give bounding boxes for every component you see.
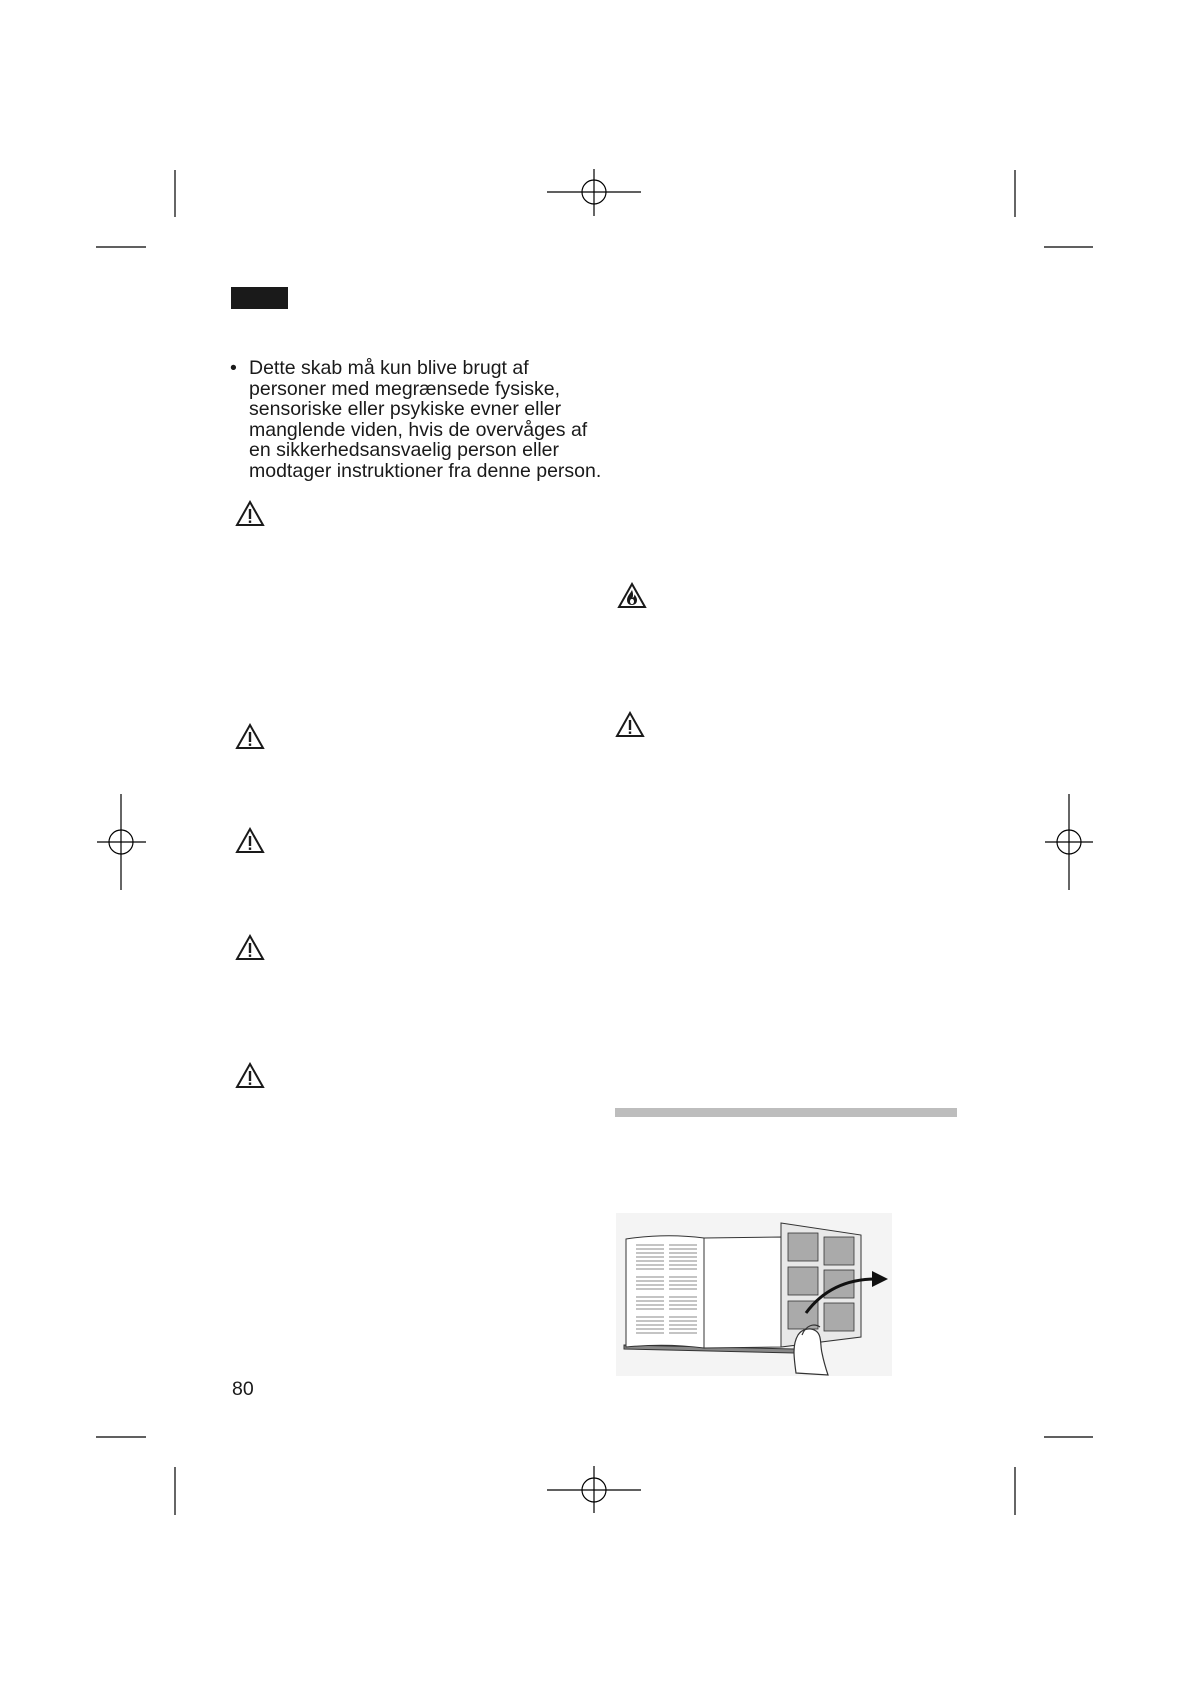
- section-divider: [615, 1108, 957, 1117]
- warning-triangle-icon: [235, 1062, 265, 1089]
- warning-triangle-icon: [235, 723, 265, 750]
- manual-foldout-illustration: [616, 1213, 892, 1376]
- bullet-text: Dette skab må kun blive brugt af personer med megrænsede fysiske, sensoriske eller psykiske evner eller manglende viden, hvis de overvåges af en sikkerhedsansvaelig person eller modtager instruktioner fra denne person.: [249, 357, 602, 482]
- language-tab: [231, 287, 288, 309]
- warning-triangle-icon: [235, 827, 265, 854]
- warning-triangle-icon: [615, 711, 645, 738]
- flammable-warning-icon: [617, 582, 647, 609]
- warning-triangle-icon: [235, 934, 265, 961]
- warning-triangle-icon: [235, 500, 265, 527]
- bullet-symbol: •: [230, 357, 237, 379]
- page-number: 80: [232, 1378, 254, 1400]
